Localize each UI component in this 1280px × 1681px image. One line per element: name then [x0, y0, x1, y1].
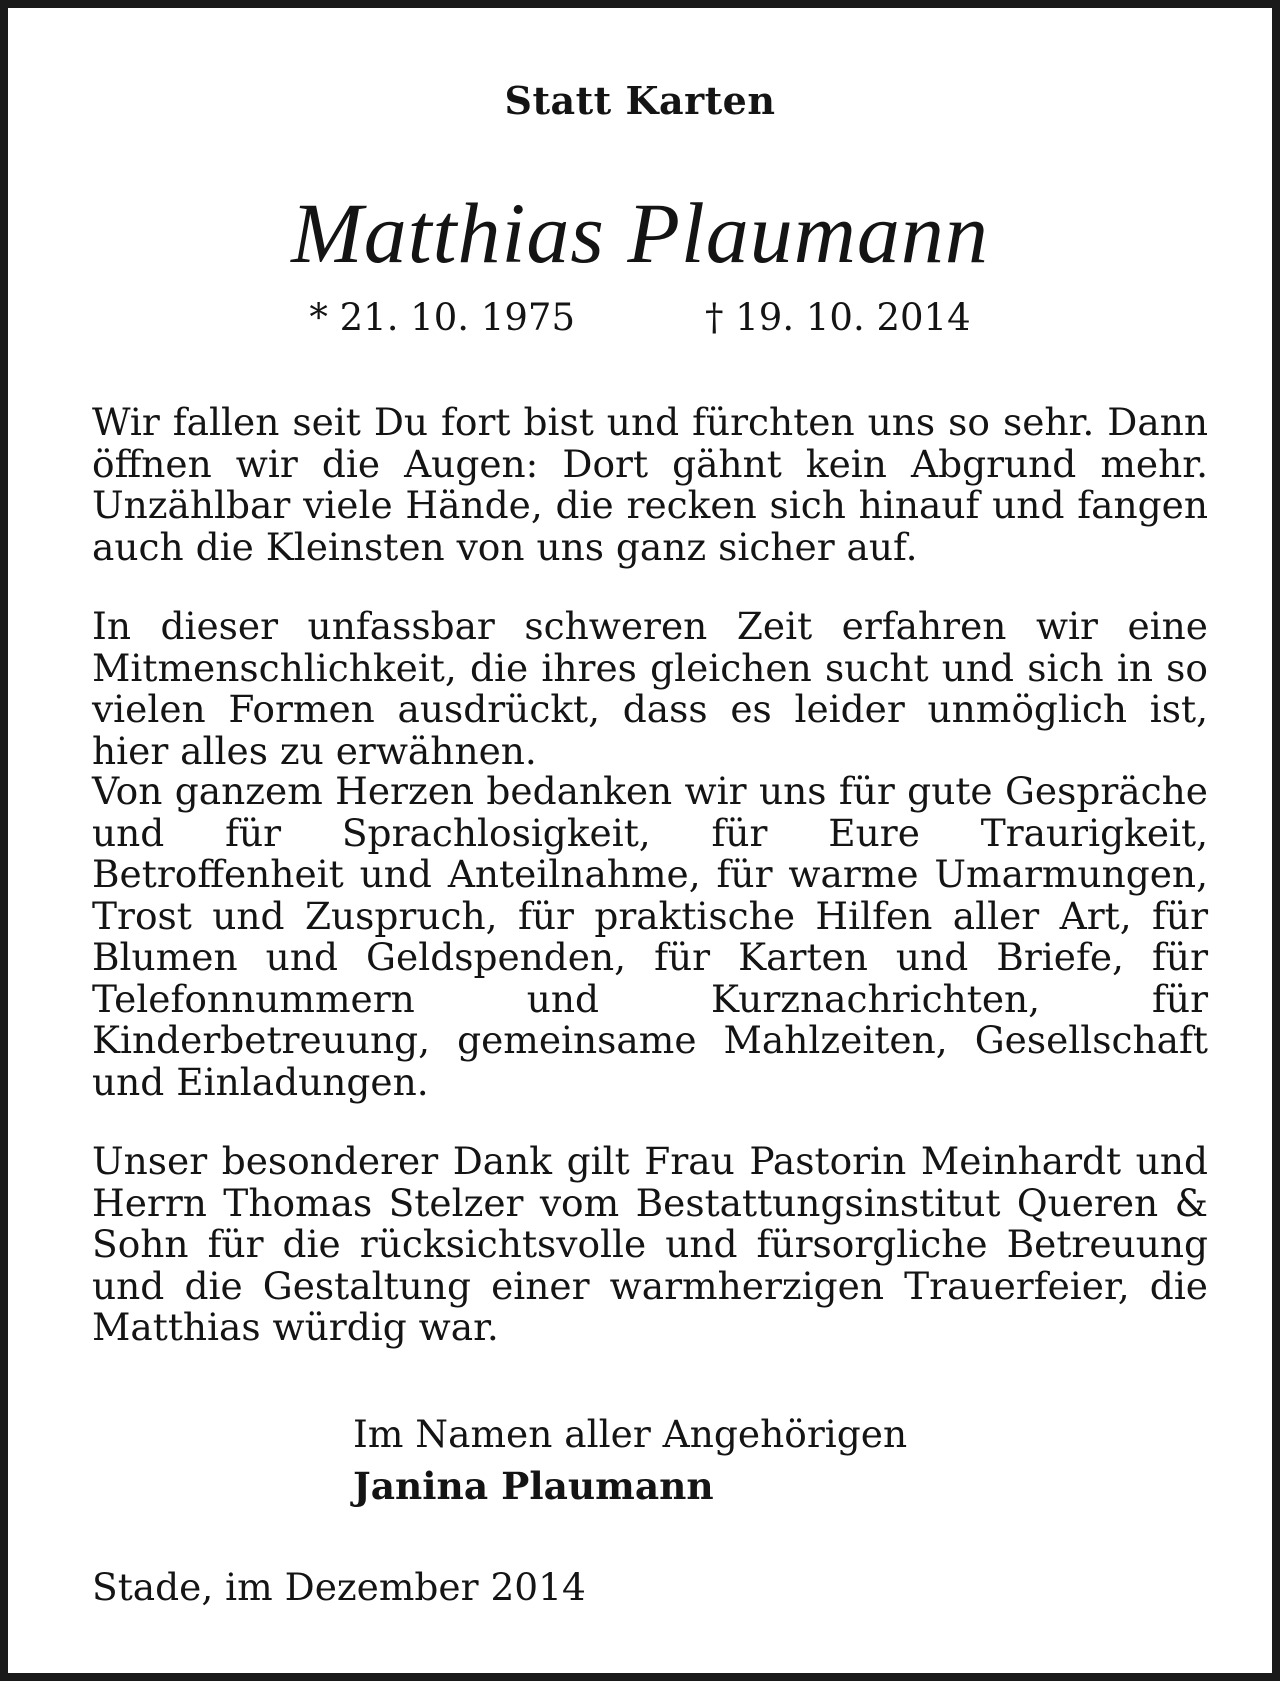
- deceased-name: Matthias Plaumann: [291, 185, 989, 281]
- signature-block: [353, 1408, 907, 1512]
- place-date: Stade, im Dezember 2014: [92, 1565, 586, 1609]
- signature-line: Im Namen aller Angehörigen: [353, 1412, 908, 1456]
- birth-date: * 21. 10. 1975: [309, 296, 575, 339]
- thanks-paragraph-3: [92, 1141, 1208, 1349]
- thanks-paragraph-1: [92, 606, 1208, 772]
- life-dates: [8, 296, 1272, 339]
- poem-text: Wir fallen seit Du fort bist und fürchten uns so sehr. Dann öffnen wir die Augen: Dort gähnt kein Abgrund mehr. Unzählbar viele Hände, die recken sich hinauf und fangen auch die Kleinsten von uns ganz sicher auf.: [92, 400, 1208, 569]
- header-text: Statt Karten: [504, 78, 776, 123]
- death-date: † 19. 10. 2014: [705, 296, 971, 339]
- paragraph-text: Unser besonderer Dank gilt Frau Pastorin Meinhardt und Herrn Thomas Stelzer vom Bestattungsinstitut Queren & Sohn für die rücksichtsvolle und fürsorgliche Betreuung und die Gestaltung einer warmherzigen Trauerfeier, die Matthias würdig war.: [92, 1139, 1208, 1349]
- poem: [92, 402, 1208, 568]
- paragraph-text: In dieser unfassbar schweren Zeit erfahren wir eine Mitmenschlichkeit, die ihres gleichen sucht und sich in so vielen Formen ausdrückt, dass es leider unmöglich ist, hier alles zu erwähnen.: [92, 604, 1208, 773]
- signature-name: Janina Plaumann: [353, 1464, 714, 1508]
- paragraph-text: Von ganzem Herzen bedanken wir uns für gute Gespräche und für Sprachlosigkeit, für Eure Traurigkeit, Betroffenheit und Anteilnahme, für warme Umarmungen, Trost und Zuspruch, für praktische Hilfen aller Art, für Blumen und Geldspenden, für Karten und Briefe, für Telefonnummern und Kurznachrichten, für Kinderbetreuung, gemeinsame Mahlzeiten, Gesellschaft und Einladungen.: [92, 769, 1208, 1104]
- thanks-paragraph-2: [92, 771, 1208, 1103]
